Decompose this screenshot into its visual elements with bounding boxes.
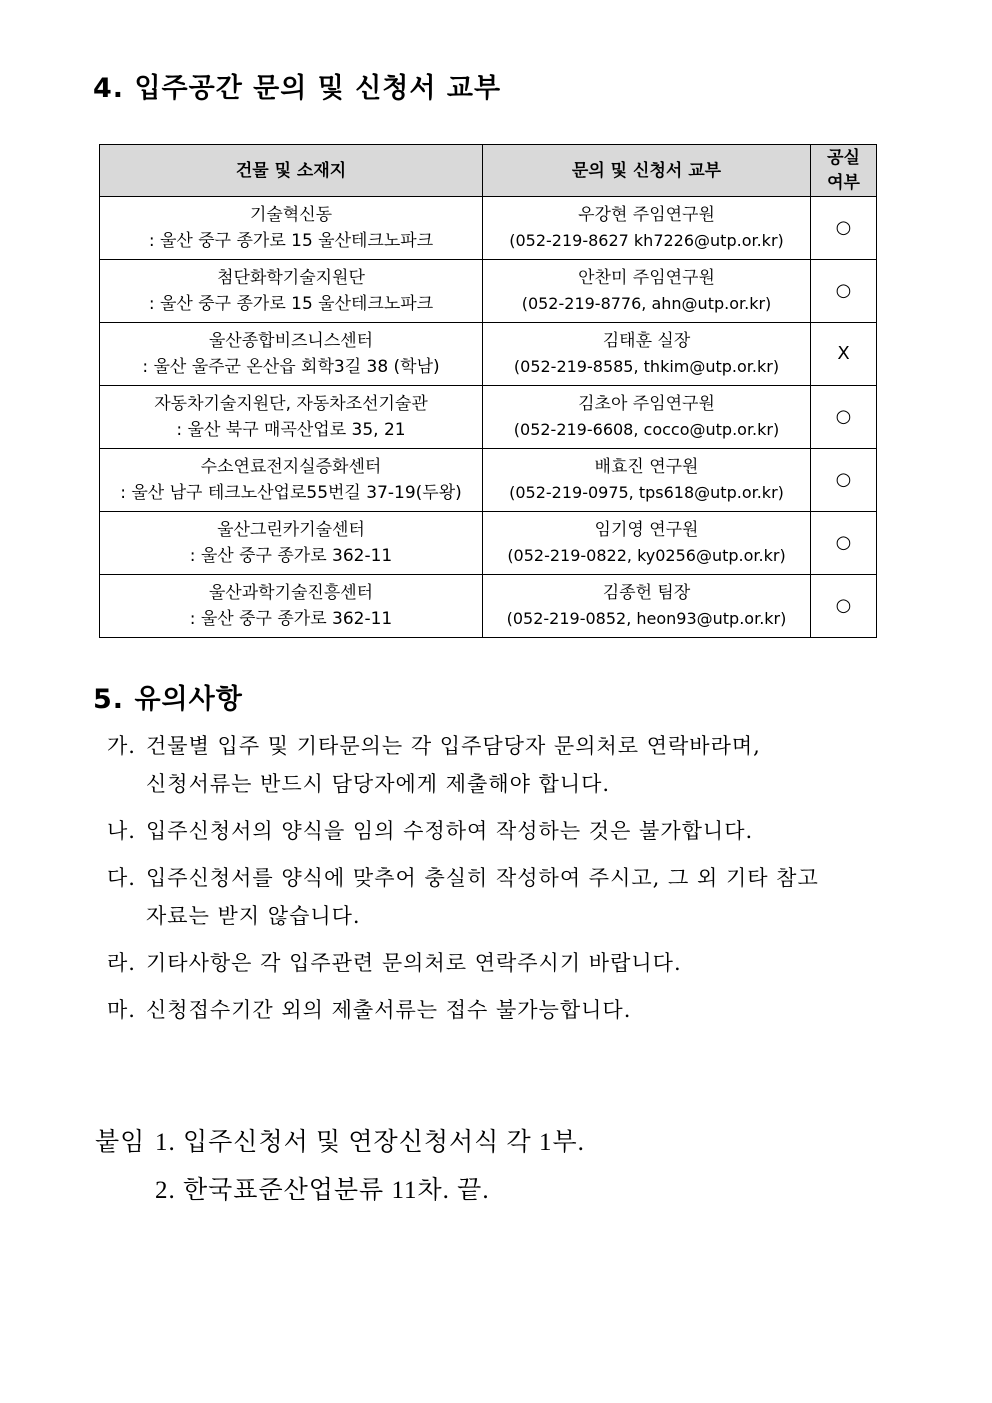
attachment-text: 2. 한국표준산업분류 11차. 끝. bbox=[155, 1177, 490, 1204]
attachment-text: 1. 입주신청서 및 연장신청서식 각 1부. bbox=[155, 1129, 585, 1156]
building-cell bbox=[100, 449, 483, 512]
header-vacancy-line1: 공실 bbox=[827, 147, 860, 168]
note-marker: 가. bbox=[107, 734, 136, 758]
table-row bbox=[100, 260, 877, 323]
contact-person: 안찬미 주임연구원 bbox=[578, 268, 715, 288]
contact-details: (052-219-6608, cocco@utp.or.kr) bbox=[513, 420, 780, 439]
contact-cell bbox=[483, 386, 811, 449]
building-name: 자동차기술지원단, 자동차조선기술관 bbox=[154, 394, 428, 414]
vacancy-cell: ○ bbox=[811, 575, 877, 638]
building-cell bbox=[100, 386, 483, 449]
contact-cell bbox=[483, 449, 811, 512]
vacancy-cell: ○ bbox=[811, 260, 877, 323]
contact-details: (052-219-8585, thkim@utp.or.kr) bbox=[513, 357, 780, 376]
building-name: 수소연료전지실증화센터 bbox=[200, 457, 382, 477]
building-address: : 울산 중구 종가로 362-11 bbox=[189, 609, 393, 629]
contact-table bbox=[99, 144, 877, 638]
contact-cell bbox=[483, 512, 811, 575]
note-marker: 라. bbox=[107, 951, 136, 975]
building-address: : 울산 중구 종가로 15 울산테크노파크 bbox=[148, 294, 434, 314]
note-marker: 마. bbox=[107, 998, 136, 1022]
building-cell bbox=[100, 260, 483, 323]
attachment-item bbox=[95, 1119, 585, 1167]
building-address: : 울산 중구 종가로 362-11 bbox=[189, 546, 393, 566]
vacancy-cell: ○ bbox=[811, 197, 877, 260]
note-text: 기타사항은 각 입주관련 문의처로 연락주시기 바랍니다. bbox=[146, 951, 682, 975]
section-4-heading: 4. 입주공간 문의 및 신청서 교부 bbox=[93, 73, 502, 104]
contact-details: (052-219-0975, tps618@utp.or.kr) bbox=[509, 483, 784, 502]
building-cell bbox=[100, 512, 483, 575]
table-row bbox=[100, 575, 877, 638]
table-header-row bbox=[100, 145, 877, 197]
contact-details: (052-219-8776, ahn@utp.or.kr) bbox=[521, 294, 772, 313]
note-marker: 다. bbox=[107, 866, 136, 890]
vacancy-cell: ○ bbox=[811, 386, 877, 449]
note-marker: 나. bbox=[107, 819, 136, 843]
note-text: 신청접수기간 외의 제출서류는 접수 불가능합니다. bbox=[146, 998, 632, 1022]
contact-person: 우강현 주임연구원 bbox=[578, 205, 715, 225]
vacancy-cell: X bbox=[811, 323, 877, 386]
list-item bbox=[107, 944, 907, 982]
building-address: : 울산 남구 테크노산업로55번길 37-19(두왕) bbox=[120, 483, 462, 503]
list-item bbox=[107, 991, 907, 1029]
notes-list bbox=[107, 727, 907, 1038]
note-text: 건물별 입주 및 기타문의는 각 입주담당자 문의처로 연락바라며, 신청서류는 반드시 담당자에게 제출해야 합니다. bbox=[146, 734, 761, 796]
building-address: : 울산 북구 매곡산업로 35, 21 bbox=[176, 420, 406, 440]
note-text: 입주신청서를 양식에 맞추어 충실히 작성하여 주시고, 그 외 기타 참고 자료는 받지 않습니다. bbox=[146, 866, 819, 928]
header-vacancy bbox=[811, 145, 877, 197]
building-name: 첨단화학기술지원단 bbox=[217, 268, 365, 288]
table-row bbox=[100, 386, 877, 449]
contact-cell bbox=[483, 323, 811, 386]
building-name: 울산과학기술진흥센터 bbox=[208, 583, 374, 603]
contact-person: 임기영 연구원 bbox=[594, 520, 699, 540]
building-name: 울산그린카기술센터 bbox=[217, 520, 365, 540]
contact-person: 배효진 연구원 bbox=[594, 457, 699, 477]
contact-cell bbox=[483, 197, 811, 260]
vacancy-cell: ○ bbox=[811, 512, 877, 575]
building-cell bbox=[100, 323, 483, 386]
contact-details: (052-219-0822, ky0256@utp.or.kr) bbox=[507, 546, 786, 565]
contact-details: (052-219-0852, heon93@utp.or.kr) bbox=[506, 609, 787, 628]
attachments bbox=[95, 1119, 585, 1215]
table-row bbox=[100, 449, 877, 512]
header-vacancy-line2: 여부 bbox=[827, 172, 860, 193]
contact-cell bbox=[483, 260, 811, 323]
building-address: : 울산 중구 종가로 15 울산테크노파크 bbox=[148, 231, 434, 251]
contact-details: (052-219-8627 kh7226@utp.or.kr) bbox=[509, 231, 784, 250]
header-contact: 문의 및 신청서 교부 bbox=[483, 145, 811, 197]
vacancy-cell: ○ bbox=[811, 449, 877, 512]
note-text: 입주신청서의 양식을 임의 수정하여 작성하는 것은 불가합니다. bbox=[146, 819, 754, 843]
building-name: 기술혁신동 bbox=[249, 205, 333, 225]
table-row bbox=[100, 323, 877, 386]
table-row bbox=[100, 197, 877, 260]
attachment-label: 붙임 bbox=[95, 1129, 146, 1156]
table-row bbox=[100, 512, 877, 575]
list-item bbox=[107, 812, 907, 850]
attachment-item bbox=[95, 1167, 585, 1215]
contact-person: 김태훈 실장 bbox=[602, 331, 691, 351]
header-building: 건물 및 소재지 bbox=[100, 145, 483, 197]
list-item bbox=[107, 727, 907, 803]
building-cell bbox=[100, 575, 483, 638]
contact-person: 김초아 주임연구원 bbox=[578, 394, 715, 414]
list-item bbox=[107, 859, 907, 935]
building-address: : 울산 울주군 온산읍 회학3길 38 (학남) bbox=[142, 357, 440, 377]
contact-person: 김종헌 팀장 bbox=[602, 583, 691, 603]
building-name: 울산종합비즈니스센터 bbox=[208, 331, 374, 351]
contact-cell bbox=[483, 575, 811, 638]
section-5-heading: 5. 유의사항 bbox=[93, 684, 243, 715]
building-cell bbox=[100, 197, 483, 260]
